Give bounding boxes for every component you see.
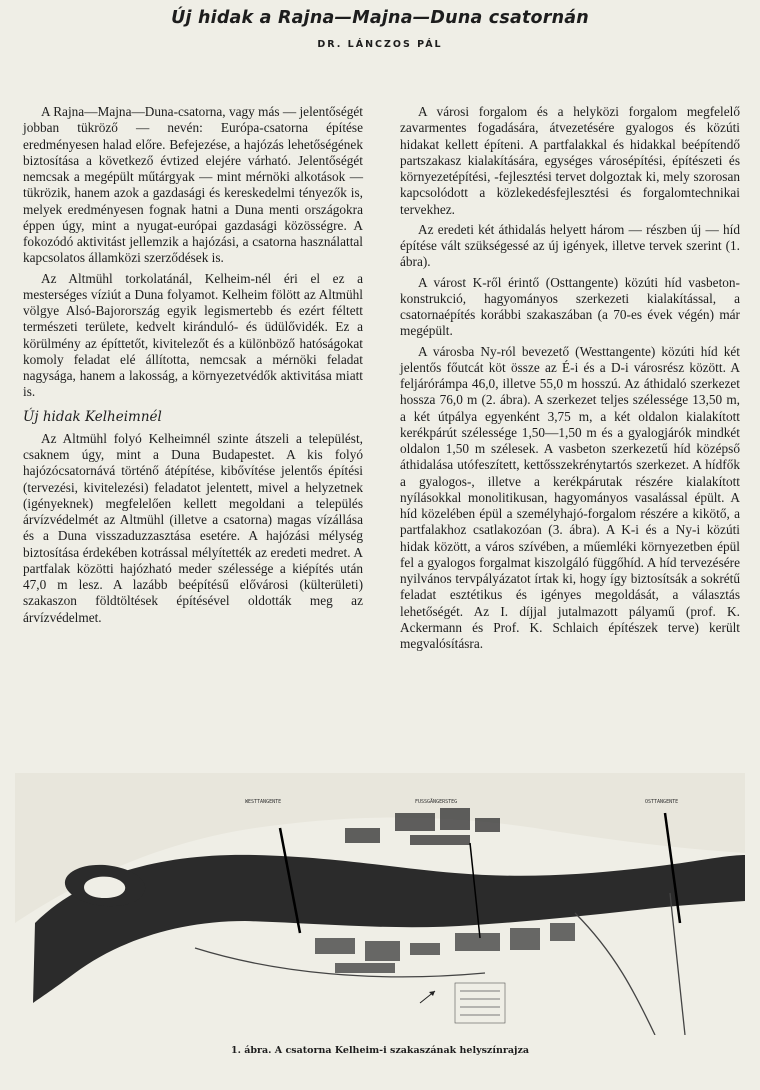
paragraph: Az Altmühl folyó Kelheimnél szinte átszeli a települést, csaknem úgy, mint a Duna Budapestet. A kis folyó hajózócsatornává történő átépítése, kibővítése jelentős építési (tervezési, kivitelezési) feladatot jelentett, mivel a helyzetnek (igényeknek) megfelelően kellett megoldani a település árvízvédelmét az Altmühl (illetve a csatorna) magas vízállása és a Duna visszaduzzasztása esetére. A hajózási mélység biztosítása érdekében kotrással mélyítették az eredeti medret. A partfalak közötti hajózható meder szélessége a kiépítés után 47,0 m lesz. A lazább beépítésű elővárosi (külterületi) szakaszon földtöltések építésével oldották meg az árvízvédelmet. (23, 430, 363, 625)
figure-caption: 1. ábra. A csatorna Kelheim-i szakaszának helyszínrajza (230, 1045, 529, 1056)
paragraph: A várost K-ről érintő (Osttangente) közúti híd vasbeton-konstrukció, hagyományos szerkezeti kialakítással, a csatornaépítés korábbi szakaszában (a 70-es évek végén) már megépült. (400, 274, 740, 339)
paragraph: Az Altmühl torkolatánál, Kelheim-nél éri el ez a mesterséges víziút a Duna folyamot. Kelheim fölött az Altmühl völgye Alsó-Bajorország egyik legismertebb és ezért féltett természeti területe, kedvelt kiránduló- és üdülővidék. Ez a körülmény az építtetőt, kivitelezőt és a különböző hatóságokat komoly feladat elé állította, nemcsak a mérnöki feladat nagysága, hanem a lakosság, a környezetvédők aktivitása miatt is. (23, 270, 363, 400)
paragraph: A városi forgalom és a helyközi forgalom megfelelő zavarmentes fogadására, átvezetésére gyalogos és közúti hidakat kellett építeni. A partfalakkal és hidakkal beépítendő partszakasz kialakítására, egységes városépítési, építészeti és környezetépítési, -fejlesztési tervet dolgoztak ki, mely szorosan kapcsolódott a közlekedésfejlesztési és forgalomtechnikai tervekhez. (400, 104, 740, 217)
label-westtangente: WESTTANGENTE (245, 799, 282, 805)
site-plan-figure (15, 773, 745, 1035)
south-town-blocks (315, 923, 575, 973)
left-column (23, 104, 363, 630)
north-arrow-icon (420, 991, 435, 1003)
label-osttangente: OSTTANGENTE (645, 799, 679, 805)
right-column (400, 104, 740, 656)
section-subheading: Új hidak Kelheimnél (23, 408, 162, 425)
label-footbridge: FUSSGÄNGERSTEG (415, 799, 458, 805)
canal-river-band (33, 855, 745, 1003)
article-title: Új hidak a Rajna—Majna—Duna csatornán (171, 8, 589, 28)
paragraph: A Rajna—Majna—Duna-csatorna, vagy más — jelentőségét jobban tükröző — nevén: Európa-csatorna építése eredményesen halad előre. Befejezése, a hajózás lehetőségének biztosítása a következő évtized elejére várható. Jelentőségét nemcsak a megépült műtárgyak — mint mérnöki alkotások — tükrözik, hanem azok a gazdasági és kereskedelmi tényezők is, melyek eredményesen fognak hatni a Duna menti országokra éppen úgy, mint a nyugat-európai gazdasági közösségre. A fokozódó aktivitást jellemzik a hajózási, a csatorna használattal kapcsolatos államközi szerződések is. (23, 104, 363, 266)
paragraph: A városba Ny-ról bevezető (Westtangente) közúti híd két jelentős főutcát köt össze az É-i és a D-i városrész között. A feljárórámpa 46,0, illetve 55,0 m hosszú. Az áthidaló szerkezet hossza 76,0 m (2. ábra). A szerkezet teljes szélessége 13,50 m, a két útpálya egyenként 3,75 m, a két oldalon kialakított kerékpárút szélessége 1,50—1,50 m és a gyalogjárók mindkét oldalon 1,50 m szélesek. A vasbeton szerkezetű híd középső áthidalása utófeszített, kettősszekrénytartós szerkezet. A hídfők a gyalogos-, illetve a kerékpárutak részére kialakított nyílásokkal monolitikusan, hagyományos vasalással épült. A híd közelében épül a személyhajó-forgalom részére a kikötő, a partfalakhoz csatlakozóan (3. ábra). A K-i és a Ny-i közúti hidak között, a város szívében, a műemléki környezetben épül fel a gyalogos forgalmat kiszolgáló függőhíd. A híd tervezésére nyilvános tervpályázatot írtak ki, hogy így biztosítsák a sokrétű feladat esztétikus és igényes megoldását, a választás lehetőségét. Az I. díjjal jutalmazott pályamű (prof. K. Ackermann és Prof. K. Schlaich építészek terve) került megvalósításra. (400, 343, 740, 651)
article-author: DR. LÁNCZOS PÁL (317, 39, 443, 50)
legend-box (455, 983, 505, 1023)
paragraph: Az eredeti két áthidalás helyett három — részben új — híd építése vált szükségessé az új igények, illetve tervek szerint (1. ábra). (400, 221, 740, 270)
